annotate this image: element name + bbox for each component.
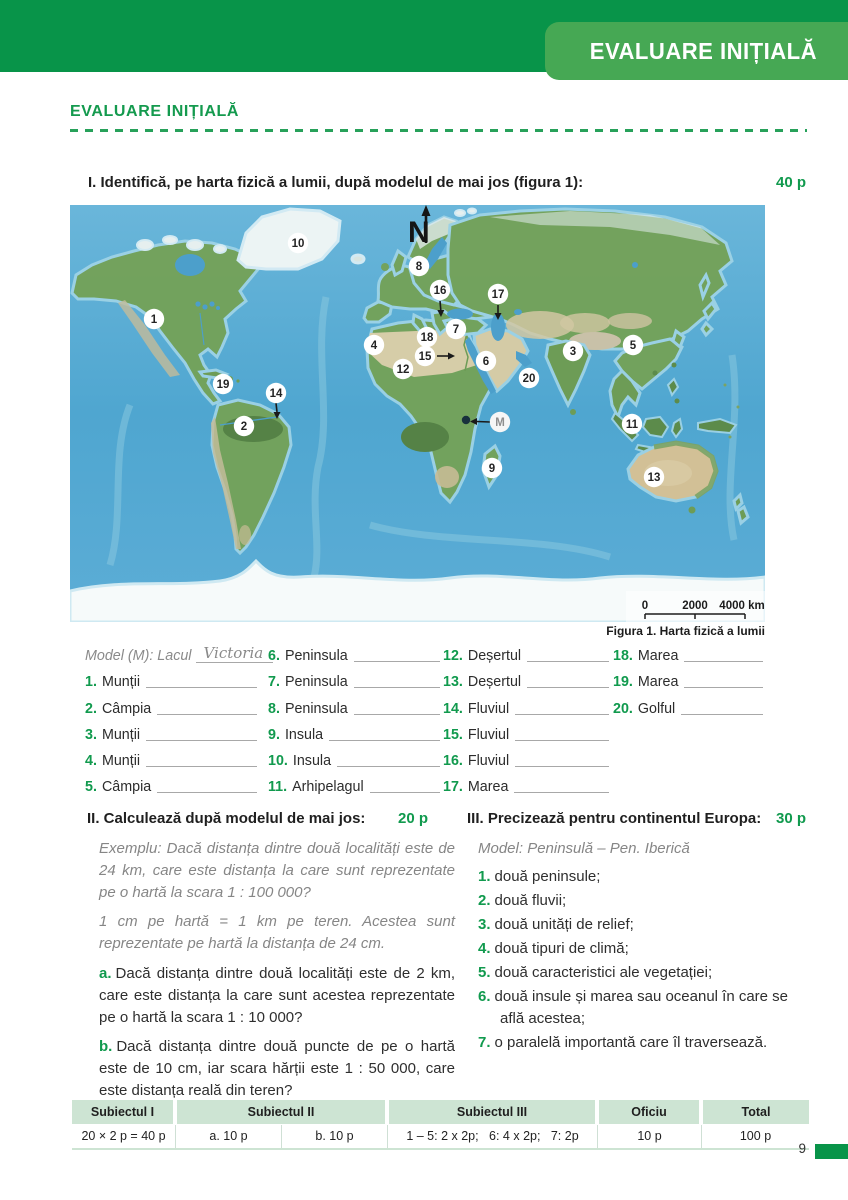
blank-line bbox=[354, 714, 440, 715]
blank-line bbox=[157, 792, 257, 793]
blank-line bbox=[354, 661, 440, 662]
svg-text:0: 0 bbox=[641, 600, 649, 612]
task-b-letter: b. bbox=[99, 1038, 113, 1056]
list-item: 18. Marea bbox=[613, 641, 763, 667]
map-marker-20 bbox=[519, 368, 539, 388]
section3-item: 2. două fluvii; bbox=[478, 892, 567, 909]
score-cell-subject2b: b. 10 p bbox=[281, 1125, 387, 1148]
svg-text:1: 1 bbox=[150, 314, 158, 326]
list-item: 3. Munții bbox=[85, 720, 257, 746]
score-cell-subject1: 20 × 2 p = 40 p bbox=[81, 1129, 166, 1143]
figure-caption: Figura 1. Harta fizică a lumii bbox=[606, 624, 765, 638]
header-badge bbox=[545, 22, 848, 80]
map-marker-2 bbox=[234, 416, 254, 436]
svg-text:7: 7 bbox=[452, 324, 460, 336]
identify-column-2 bbox=[268, 641, 440, 798]
list-item: 1. Munții bbox=[85, 667, 257, 693]
map-marker-11 bbox=[622, 414, 642, 434]
section3-model: Model: Peninsulă – Pen. Iberică bbox=[478, 840, 690, 857]
map-marker-4 bbox=[364, 335, 384, 355]
page-heading: EVALUARE INIȚIALĂ bbox=[70, 103, 240, 120]
task-b-text: Dacă distanța dintre două puncte de pe o hartă este de 10 cm, iar scara hărții este 1 : 50 000, care este distanța reală din teren? bbox=[99, 1038, 455, 1099]
example-paragraph-1: Exemplu: Dacă distanța dintre două localități este de 24 km, care este distanța la care sunt reprezentate pe o hartă la scara 1 : 100 000? bbox=[99, 840, 455, 901]
blank-line bbox=[515, 714, 609, 715]
map-marker-8 bbox=[409, 256, 429, 276]
page-number: 9 bbox=[798, 1141, 806, 1156]
identify-column-3 bbox=[443, 641, 609, 798]
identify-column-4 bbox=[613, 641, 763, 720]
model-item-answer: Victoria bbox=[196, 644, 273, 663]
map-marker-15 bbox=[415, 346, 435, 366]
model-item-label: Model (M): Lacul bbox=[85, 648, 192, 665]
map-marker-16 bbox=[430, 280, 450, 300]
blank-line bbox=[370, 792, 440, 793]
svg-text:5: 5 bbox=[629, 340, 637, 352]
task-a-text: Dacă distanța dintre două localități este de 2 km, care este distanța la care sunt acestea reprezentate pe o hartă la scara 1 : 10 000? bbox=[99, 964, 455, 1026]
dashed-divider bbox=[70, 129, 807, 132]
svg-text:N: N bbox=[408, 216, 430, 249]
svg-text:12: 12 bbox=[396, 364, 410, 376]
svg-text:2: 2 bbox=[240, 421, 248, 433]
section3-header bbox=[467, 810, 806, 827]
section2-header bbox=[87, 810, 428, 827]
section2-points: 20 p bbox=[397, 810, 428, 827]
task-a bbox=[99, 963, 455, 1028]
lake-victoria bbox=[462, 416, 470, 424]
map-marker-6 bbox=[476, 351, 496, 371]
score-cell-office: 10 p bbox=[597, 1125, 701, 1148]
map-marker-13 bbox=[644, 467, 664, 487]
blank-line bbox=[515, 766, 609, 767]
svg-text:15: 15 bbox=[418, 351, 432, 363]
list-item: 19. Marea bbox=[613, 667, 763, 693]
map-marker-9 bbox=[482, 458, 502, 478]
blank-line bbox=[681, 714, 763, 715]
list-item: 17. Marea bbox=[443, 772, 609, 798]
world-map bbox=[70, 205, 765, 622]
blank-line bbox=[527, 687, 609, 688]
svg-text:3: 3 bbox=[569, 346, 577, 358]
section3-item: 5. două caracteristici ale vegetației; bbox=[478, 964, 713, 981]
score-header-total: Total bbox=[703, 1100, 809, 1124]
svg-text:4000 km: 4000 km bbox=[719, 600, 765, 612]
svg-text:M: M bbox=[495, 417, 505, 429]
svg-text:8: 8 bbox=[415, 261, 423, 273]
blank-line bbox=[527, 661, 609, 662]
section3-item: 4. două tipuri de climă; bbox=[478, 940, 629, 957]
identify-list bbox=[85, 641, 765, 797]
section1-title: I. Identifică, pe harta fizică a lumii, după modelul de mai jos (figura 1): bbox=[88, 174, 584, 191]
example-paragraph-2: 1 cm pe hartă = 1 km pe teren. Acestea sunt reprezentate pe hartă la distanța de 24 cm. bbox=[99, 913, 455, 953]
score-header-subject2: Subiectul II bbox=[177, 1100, 385, 1124]
score-cell-subject2a: a. 10 p bbox=[175, 1125, 281, 1148]
svg-text:13: 13 bbox=[647, 472, 661, 484]
map-marker-1 bbox=[144, 309, 164, 329]
score-header-subject1: Subiectul I bbox=[72, 1100, 173, 1124]
svg-text:20: 20 bbox=[522, 373, 536, 385]
blank-line bbox=[146, 687, 257, 688]
section3-title: III. Precizează pentru continentul Europa: bbox=[467, 810, 762, 827]
svg-text:14: 14 bbox=[269, 388, 283, 400]
svg-text:4: 4 bbox=[370, 340, 378, 352]
section2-title: II. Calculează după modelul de mai jos: bbox=[87, 810, 366, 827]
blank-line bbox=[157, 714, 257, 715]
svg-text:2000: 2000 bbox=[682, 600, 708, 612]
identify-column-1 bbox=[85, 641, 264, 798]
map-marker-3 bbox=[563, 341, 583, 361]
section3-list bbox=[478, 866, 808, 1053]
blank-line bbox=[514, 792, 609, 793]
section3-item: 3. două unități de relief; bbox=[478, 916, 634, 933]
map-marker-17 bbox=[488, 284, 508, 304]
blank-line bbox=[146, 766, 257, 767]
section3-points: 30 p bbox=[775, 810, 806, 827]
blank-line bbox=[684, 661, 763, 662]
svg-text:11: 11 bbox=[625, 419, 639, 431]
list-item: 7. Peninsula bbox=[268, 667, 440, 693]
world-map-figure bbox=[70, 205, 765, 622]
section1-header bbox=[88, 174, 806, 191]
svg-text:18: 18 bbox=[420, 332, 434, 344]
blank-line bbox=[146, 740, 257, 741]
list-item: 9. Insula bbox=[268, 720, 440, 746]
section3-item: 1. două peninsule; bbox=[478, 868, 601, 885]
map-marker-14 bbox=[266, 383, 286, 403]
map-marker-7 bbox=[446, 319, 466, 339]
list-item: 16. Fluviul bbox=[443, 746, 609, 772]
section3 bbox=[467, 810, 808, 1056]
blank-line bbox=[329, 740, 440, 741]
map-marker-18 bbox=[417, 327, 437, 347]
header-badge-label: EVALUARE INIȚIALĂ bbox=[589, 37, 818, 64]
map-marker-10 bbox=[288, 233, 308, 253]
score-table-row bbox=[72, 1125, 809, 1150]
list-item: 4. Munții bbox=[85, 746, 257, 772]
section3-item: 7. o paralelă importantă care îl traversează. bbox=[478, 1033, 768, 1051]
map-marker-12 bbox=[393, 359, 413, 379]
score-header-subject3: Subiectul III bbox=[389, 1100, 595, 1124]
page-edge-tab bbox=[815, 1144, 848, 1159]
list-item: 13. Deșertul bbox=[443, 667, 609, 693]
model-item bbox=[85, 641, 264, 667]
list-item: 15. Fluviul bbox=[443, 720, 609, 746]
section1-points: 40 p bbox=[775, 174, 806, 191]
list-item: 8. Peninsula bbox=[268, 693, 440, 719]
task-a-letter: a. bbox=[99, 964, 112, 982]
list-item: 10. Insula bbox=[268, 746, 440, 772]
blank-line bbox=[684, 687, 763, 688]
list-item: 6. Peninsula bbox=[268, 641, 440, 667]
svg-text:10: 10 bbox=[291, 238, 305, 250]
list-item: 11. Arhipelagul bbox=[268, 772, 440, 798]
map-marker-5 bbox=[623, 335, 643, 355]
blank-line bbox=[337, 766, 440, 767]
list-item: 5. Câmpia bbox=[85, 772, 257, 798]
section2 bbox=[87, 810, 455, 1102]
list-item: 2. Câmpia bbox=[85, 693, 257, 719]
map-marker-19 bbox=[213, 374, 233, 394]
score-table bbox=[72, 1100, 809, 1150]
score-table-header bbox=[72, 1100, 809, 1124]
map-scale bbox=[626, 591, 765, 622]
list-item: 14. Fluviul bbox=[443, 693, 609, 719]
score-cell-subject3: 1 – 5: 2 x 2p; 6: 4 x 2p; 7: 2p bbox=[387, 1125, 597, 1148]
task-b bbox=[99, 1036, 455, 1101]
svg-text:19: 19 bbox=[216, 379, 230, 391]
list-item: 20. Golful bbox=[613, 693, 763, 719]
list-item: 12. Deșertul bbox=[443, 641, 609, 667]
blank-line bbox=[515, 740, 609, 741]
score-cell-total: 100 p bbox=[701, 1125, 809, 1148]
svg-text:6: 6 bbox=[482, 356, 490, 368]
svg-text:17: 17 bbox=[491, 289, 505, 301]
svg-text:9: 9 bbox=[488, 463, 496, 475]
svg-text:16: 16 bbox=[433, 285, 447, 297]
blank-line bbox=[354, 687, 440, 688]
section3-item: 6. două insule și marea sau oceanul în care se află acestea; bbox=[478, 988, 789, 1027]
score-header-office: Oficiu bbox=[599, 1100, 699, 1124]
map-marker-M bbox=[490, 412, 510, 432]
